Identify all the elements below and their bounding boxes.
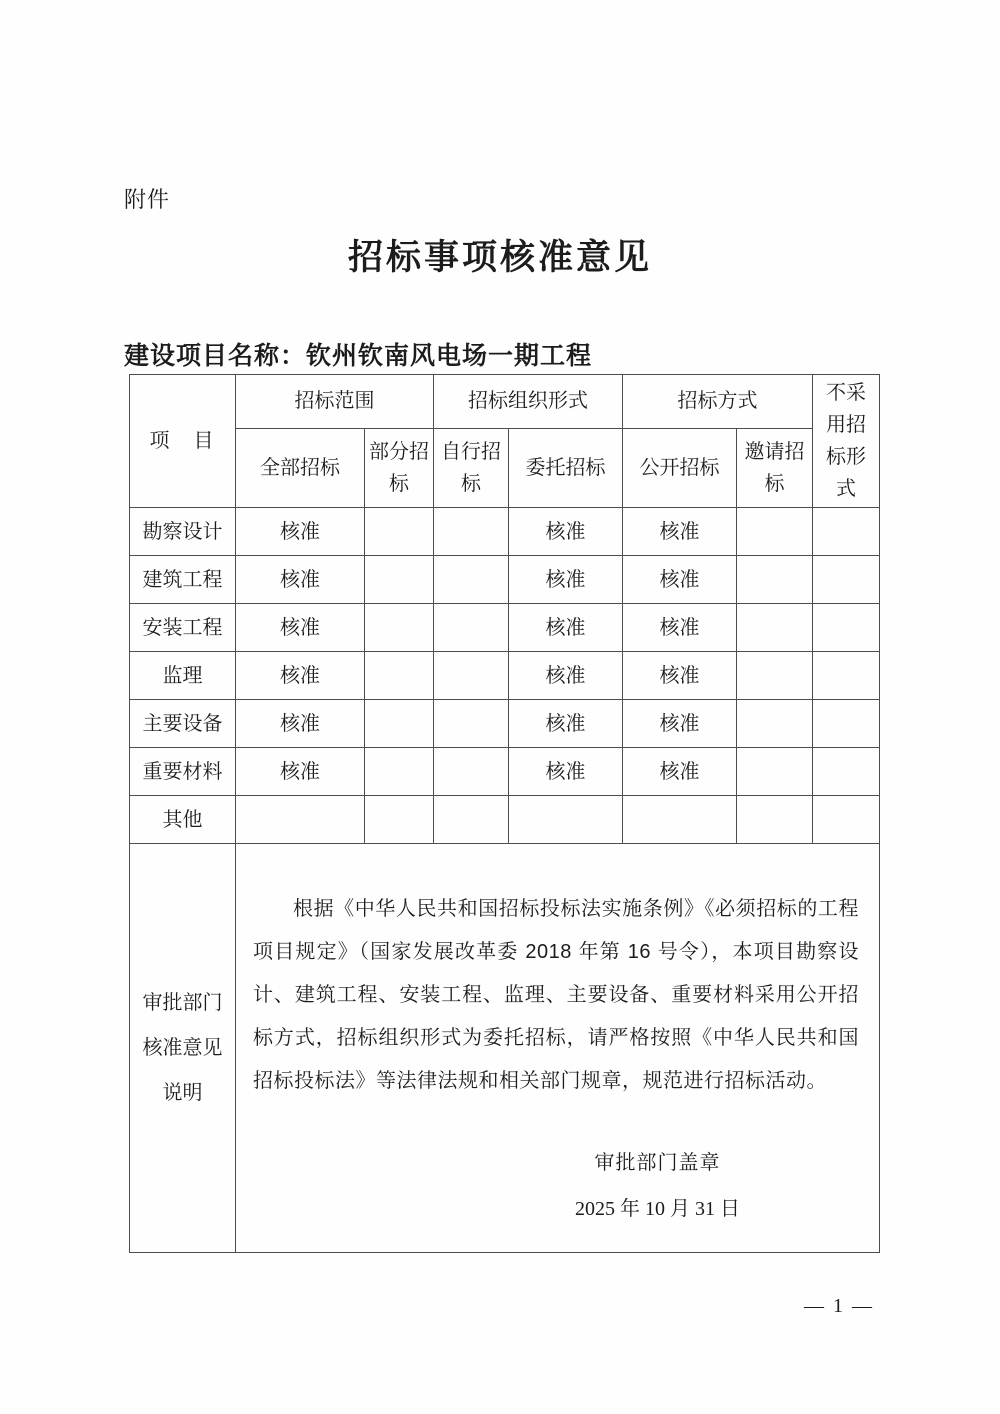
- cell-entrusted-tender: 核准: [509, 604, 623, 652]
- cell-entrusted-tender: 核准: [509, 652, 623, 700]
- cell-open-tender: 核准: [623, 508, 737, 556]
- cell-partial-tender: [365, 796, 434, 844]
- cell-no-tender: [813, 700, 880, 748]
- project-name-line: 建设项目名称：钦州钦南风电场一期工程: [124, 342, 593, 370]
- cell-open-tender: 核准: [623, 748, 737, 796]
- col-header-no-tender: 不采用招标形式: [813, 375, 880, 508]
- cell-full-tender: 核准: [236, 748, 365, 796]
- cell-invited-tender: [737, 556, 813, 604]
- cell-self-tender: [434, 796, 509, 844]
- opinion-label-line: 说明: [162, 1081, 203, 1104]
- approval-table: [129, 374, 880, 1253]
- cell-entrusted-tender: [509, 796, 623, 844]
- opinion-label-cell: [130, 844, 236, 1253]
- row-label: 重要材料: [130, 748, 236, 796]
- cell-open-tender: 核准: [623, 604, 737, 652]
- cell-partial-tender: [365, 508, 434, 556]
- table-row-construction: [130, 556, 880, 604]
- cell-open-tender: [623, 796, 737, 844]
- row-label: 建筑工程: [130, 556, 236, 604]
- opinion-text: 根据《中华人民共和国招标投标法实施条例》《必须招标的工程项目规定》（国家发展改革委 2018 年第 16 号令），本项目勘察设计、建筑工程、安装工程、监理、主要设备、重要材料采用公开招标方式，招标组织形式为委托招标，请严格按照《中华人民共和国招标投标法》等法律法规和相关部门规章，规范进行招标活动。: [253, 898, 859, 1092]
- cell-self-tender: [434, 604, 509, 652]
- col-header-self-tender: 自行招标: [434, 428, 509, 507]
- cell-self-tender: [434, 652, 509, 700]
- cell-invited-tender: [737, 700, 813, 748]
- row-label: 安装工程: [130, 604, 236, 652]
- col-group-tender-organization: 招标组织形式: [434, 375, 623, 429]
- col-header-entrusted-tender: 委托招标: [509, 428, 623, 507]
- cell-entrusted-tender: 核准: [509, 556, 623, 604]
- cell-no-tender: [813, 748, 880, 796]
- cell-open-tender: 核准: [623, 556, 737, 604]
- cell-partial-tender: [365, 604, 434, 652]
- cell-entrusted-tender: 核准: [509, 700, 623, 748]
- attachment-label: 附件: [124, 187, 171, 212]
- cell-entrusted-tender: 核准: [509, 508, 623, 556]
- cell-no-tender: [813, 652, 880, 700]
- cell-invited-tender: [737, 508, 813, 556]
- cell-self-tender: [434, 700, 509, 748]
- cell-full-tender: 核准: [236, 652, 365, 700]
- date-line: 2025 年 10 月 31 日: [575, 1198, 740, 1220]
- table-row-installation: [130, 604, 880, 652]
- row-label: 其他: [130, 796, 236, 844]
- cell-self-tender: [434, 508, 509, 556]
- cell-invited-tender: [737, 748, 813, 796]
- table-row-survey-design: [130, 508, 880, 556]
- col-header-item: 项 目: [130, 375, 236, 508]
- cell-self-tender: [434, 556, 509, 604]
- cell-full-tender: 核准: [236, 508, 365, 556]
- seal-line: 审批部门盖章: [594, 1152, 721, 1174]
- cell-open-tender: 核准: [623, 652, 737, 700]
- cell-invited-tender: [737, 652, 813, 700]
- opinion-content-cell: [236, 844, 880, 1253]
- cell-partial-tender: [365, 700, 434, 748]
- table-row-important-materials: [130, 748, 880, 796]
- cell-full-tender: 核准: [236, 556, 365, 604]
- col-header-invited-tender: 邀请招标: [737, 428, 813, 507]
- cell-open-tender: 核准: [623, 700, 737, 748]
- row-label: 勘察设计: [130, 508, 236, 556]
- cell-partial-tender: [365, 748, 434, 796]
- table-row-supervision: [130, 652, 880, 700]
- row-label: 主要设备: [130, 700, 236, 748]
- col-group-tender-method: 招标方式: [623, 375, 813, 429]
- col-header-partial-tender: 部分招标: [365, 428, 434, 507]
- table-row-other: [130, 796, 880, 844]
- cell-full-tender: 核准: [236, 604, 365, 652]
- cell-full-tender: 核准: [236, 700, 365, 748]
- col-header-open-tender: 公开招标: [623, 428, 737, 507]
- cell-no-tender: [813, 796, 880, 844]
- cell-no-tender: [813, 604, 880, 652]
- cell-no-tender: [813, 508, 880, 556]
- col-header-full-tender: 全部招标: [236, 428, 365, 507]
- opinion-label-line: 审批部门: [142, 991, 223, 1014]
- seal-block: [240, 1151, 875, 1221]
- cell-no-tender: [813, 556, 880, 604]
- col-group-tender-scope: 招标范围: [236, 375, 434, 429]
- cell-self-tender: [434, 748, 509, 796]
- opinion-label-line: 核准意见: [142, 1036, 223, 1059]
- row-label: 监理: [130, 652, 236, 700]
- header-row-subcolumns: [130, 428, 880, 507]
- cell-entrusted-tender: 核准: [509, 748, 623, 796]
- table-row-major-equipment: [130, 700, 880, 748]
- cell-partial-tender: [365, 556, 434, 604]
- header-row-groups: [130, 375, 880, 429]
- document-title: 招标事项核准意见: [347, 238, 652, 277]
- cell-full-tender: [236, 796, 365, 844]
- cell-invited-tender: [737, 604, 813, 652]
- opinion-row: [130, 844, 880, 1253]
- cell-invited-tender: [737, 796, 813, 844]
- page-number: — 1 —: [804, 1295, 874, 1317]
- cell-partial-tender: [365, 652, 434, 700]
